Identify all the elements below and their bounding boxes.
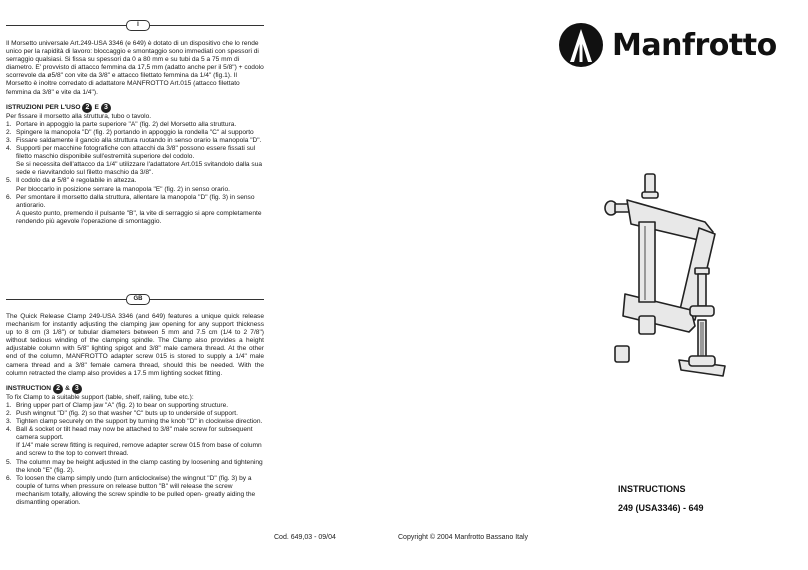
english-heading: [6, 384, 264, 394]
step-text: Bring upper part of Clamp jaw "A" (fig. 2) to bear on supporting structure.: [16, 401, 229, 409]
step-number: 3.: [6, 136, 12, 144]
step-number: 6.: [6, 474, 12, 482]
step-number: 4.: [6, 145, 12, 153]
step-number: 5.: [6, 177, 12, 185]
english-intro: The Quick Release Clamp 249-USA 3346 (and 649) features a unique quick release mechanism for instantly adjusting the clamping jaw opening for any support thickness up to 8 cm (3 1/8") or tubular diameters between 5 mm and 7.5 cm (1/4 to 2 7/8") without tedious winding of the clamping spindle. The Clamp also provides a height adjustable column with 5/8" lighting spigot and 3/8" male camera thread. At the other end of the column, MANFROTTO adapter screw 015 is stored to supply a 1/4" male camera thread and a 3/8" female camera thread, should this be needed. With the column retracted the clamp also provides a 17.5 mm lighting socket fitting.: [6, 313, 264, 377]
english-heading-join: &: [65, 384, 70, 392]
step-number: 1.: [6, 120, 12, 128]
english-language-badge: GB: [126, 294, 150, 305]
step-subtext: Se si necessita dell'attacco da 1/4" utilizzare l'adattatore Art.015 svitandolo dalla sua sede e riavvitandolo sul filetto maschio da 3/8".: [16, 161, 263, 177]
brand-name: Manfrotto: [612, 27, 777, 63]
italian-heading-join: E: [94, 103, 99, 111]
step-subtext: A questo punto, premendo il pulsante "B", la vite di serraggio si apre completamente rendendo più agevole l'operazione di smontaggio.: [16, 209, 262, 225]
copyright-notice: Copyright © 2004 Manfrotto Bassano Italy: [398, 534, 529, 541]
step-number: 2.: [6, 128, 12, 136]
document-code: Cod. 649,03 - 09/04: [274, 534, 336, 541]
step-text: The column may be height adjusted in the clamp casting by loosening and tightening the knob "E" (fig. 2).: [16, 458, 263, 474]
italian-intro: Il Morsetto universale Art.249-USA 3346 (e 649) è dotato di un dispositivo che lo rende unico per la rapidità di lavoro: bloccaggio e smontaggio sono immediati con spessori di serraggio qualsiasi. Si fissa su spessori da 0 a 80 mm e su tubi da 5 a 75 mm di diametro. E' provvisto di attacco femmina da 17,5 mm (adatto anche per il 5/8") + codolo scorrevole da ø5/8" con vite da 3/8" e attacco filettato femmina da 1/4" (fig.1). Il Morsetto è inoltre corredato di adattatore MANFROTTO Art.015 (attacco filettato femmina da 3/8" e vite da 1/4").: [6, 40, 264, 96]
step-number: 3.: [6, 418, 12, 426]
instructions-title: INSTRUCTIONS: [618, 484, 686, 494]
step-number: 5.: [6, 458, 12, 466]
step-subtext: Per bloccarlo in posizione serrare la manopola "E" (fig. 2) in senso orario.: [16, 185, 230, 193]
figure-2-badge: 2: [53, 384, 63, 394]
figure-3-badge: 3: [101, 103, 111, 113]
step-text: Per smontare il morsetto dalla struttura, allentare la manopola "D" (fig. 3) in senso antiorario.: [16, 193, 255, 209]
tripod-logo-icon: [558, 22, 604, 68]
step-number: 6.: [6, 193, 12, 201]
step-number: 1.: [6, 401, 12, 409]
english-column: [6, 313, 264, 507]
step-text: Spingere la manopola "D" (fig. 2) portando in appoggio la rondella "C" al supporto: [16, 128, 254, 136]
step-text: To loosen the clamp simply undo (turn anticlockwise) the wingnut "D" (fig. 3) by a couple of turns when pressure on release button "B" will release the screw mechanism totally, allowing the screw spindle to be pulled open- greatly aiding the dismantling operation.: [16, 474, 256, 506]
step-subtext: If 1/4" male screw fitting is required, remove adapter screw 015 from base of column and screw to the top to convert thread.: [16, 442, 262, 458]
italian-heading-text: ISTRUZIONI PER L'USO: [6, 103, 81, 111]
list-item: [6, 401, 264, 410]
list-item: [6, 120, 264, 129]
italian-language-badge: I: [126, 20, 150, 31]
italian-column: [6, 40, 264, 226]
step-text: Portare in appoggio la parte superiore "A" (fig. 2) del Morsetto alla struttura.: [16, 120, 237, 128]
list-item: [6, 418, 264, 426]
list-item: [6, 128, 264, 137]
list-item: [6, 145, 264, 177]
italian-section-divider: [6, 20, 264, 30]
figure-3-badge: 3: [72, 384, 82, 394]
step-number: 4.: [6, 426, 12, 434]
step-text: Supporti per macchine fotografiche con attacchi da 3/8" possono essere fissati sul filetto maschio disponibile sull'estremità superiore del codolo.: [16, 145, 256, 161]
step-text: Push wingnut "D" (fig. 2) so that washer "C" buts up to underside of support.: [16, 409, 238, 417]
step-text: Il codolo da ø 5/8" è regolabile in altezza.: [16, 177, 137, 185]
english-lead: To fix Clamp to a suitable support (table, shelf, railing, tube etc.):: [6, 393, 194, 401]
english-section-divider: [6, 294, 264, 304]
list-item: [6, 177, 264, 193]
list-item: [6, 409, 264, 418]
list-item: [6, 426, 264, 458]
english-heading-text: INSTRUCTION: [6, 384, 52, 392]
italian-heading: [6, 103, 264, 113]
step-text: Ball & socket or tilt head may now be attached to 3/8" male screw for subsequent camera support.: [16, 426, 253, 442]
list-item: [6, 193, 264, 226]
step-text: Fissare saldamente il gancio alla struttura ruotando in senso orario la manopola "D".: [16, 136, 262, 144]
english-steps: [6, 402, 264, 507]
model-number: 249 (USA3346) - 649: [618, 503, 704, 513]
manfrotto-logo: [558, 22, 777, 68]
italian-steps: [6, 121, 264, 226]
step-number: 2.: [6, 409, 12, 417]
figure-2-badge: 2: [82, 103, 92, 113]
step-text: Tighten clamp securely on the support by turning the knob "D" in clockwise direction.: [16, 418, 263, 426]
italian-lead: Per fissare il morsetto alla struttura, tubo o tavolo.: [6, 112, 152, 120]
clamp-illustration: [595, 170, 745, 410]
list-item: [6, 136, 264, 145]
list-item: [6, 474, 264, 507]
list-item: [6, 458, 264, 475]
